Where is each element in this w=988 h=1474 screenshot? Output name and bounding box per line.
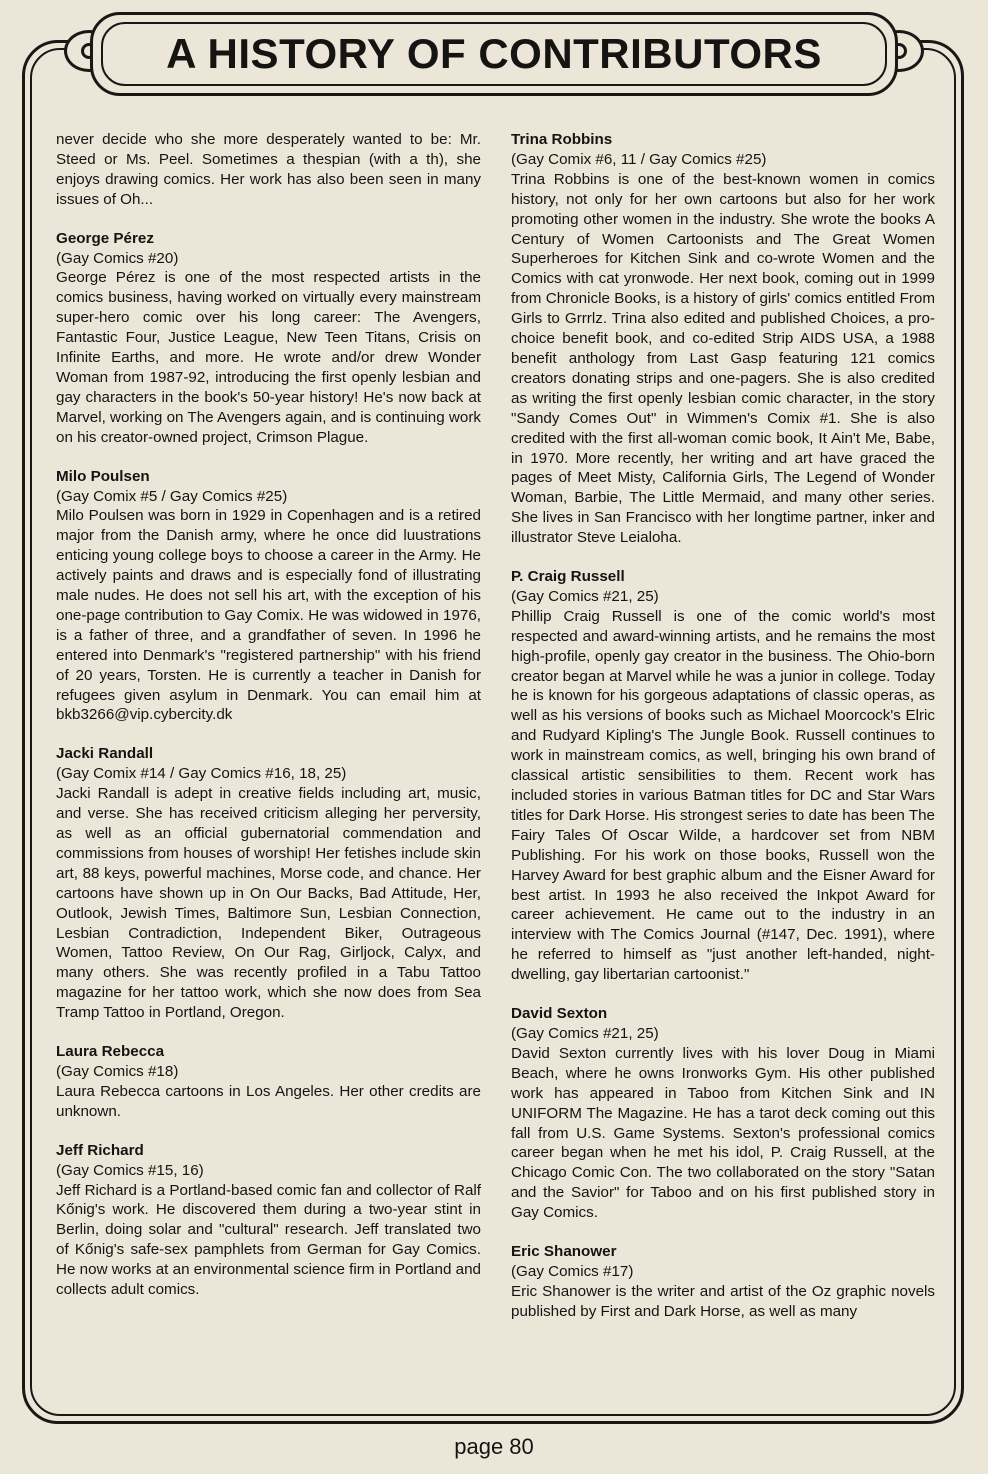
contributor-bio: Eric Shanower is the writer and artist of the Oz graphic novels published by First and Dark Horse, as well as many bbox=[511, 1282, 935, 1320]
contributor-bio: Trina Robbins is one of the best-known women in comics history, not only for her own cartoons but also for her work promoting other women in the industry. She wrote the books A Century of Women Cartoonists and The Great Women Superheroes for Kitchen Sink and co-wrote Women and the Comics with cat yronwode. Her next book, coming out in 1999 from Chronicle Books, is a history of girls' comics entitled From Girls to Grrrlz. Trina also edited and published Choices, a pro-choice benefit book, and co-edited Strip AIDS USA, a 1988 benefit anthology from Last Gasp featuring 121 comics creators donating strips and one-pagers. She is also credited as writing the first openly lesbian comic character, in the story "Sandy Comes Out" in Wimmen's Comix #1. She is also credited with the first all-woman comic book, It Ain't Me, Babe, in 1970. More recently, her writing and art have graced the pages of Meet Misty, California Girls, The Legend of Wonder Woman, Barbie, The Little Mermaid, and many other series. She lives in San Francisco with her longtime partner, inker and illustrator Steve Leialoha. bbox=[511, 170, 935, 547]
contributor-credits: (Gay Comics #21, 25) bbox=[511, 587, 659, 605]
contributor-entry bbox=[56, 1042, 481, 1122]
contributor-name: David Sexton bbox=[511, 1005, 608, 1023]
contributor-entry bbox=[511, 567, 935, 985]
contributor-entry bbox=[511, 1004, 935, 1223]
contributor-entry bbox=[56, 1141, 481, 1300]
contributor-name: Trina Robbins bbox=[511, 131, 613, 148]
contributor-entry bbox=[56, 467, 481, 726]
contributor-entry bbox=[511, 1242, 935, 1322]
contributor-name: Milo Poulsen bbox=[56, 467, 150, 485]
title-banner bbox=[90, 12, 898, 96]
right-column bbox=[511, 130, 935, 1341]
contributor-bio: George Pérez is one of the most respected artists in the comics business, having worked on virtually every mainstream super-hero comic over his long career: The Avengers, Fantastic Four, Justice League, New Teen Titans, Crisis on Infinite Earths, and more. He wrote and/or drew Wonder Woman from 1987-92, introducing the first openly lesbian and gay characters in the book's 50-year history! He's now back at Marvel, working on The Avengers again, and is continuing work on his creator-owned project, Crimson Plague. bbox=[56, 269, 481, 446]
page-title: A HISTORY OF CONTRIBUTORS bbox=[166, 30, 822, 77]
contributor-credits: (Gay Comics #21, 25) bbox=[511, 1024, 659, 1042]
contributor-credits: (Gay Comics #17) bbox=[511, 1262, 634, 1280]
contributor-entry bbox=[511, 130, 935, 548]
contributor-name: Jeff Richard bbox=[56, 1141, 144, 1159]
contributor-name: Eric Shanower bbox=[511, 1243, 617, 1261]
contributor-credits: (Gay Comix #6, 11 / Gay Comics #25) bbox=[511, 150, 767, 168]
page-number: page 80 bbox=[454, 1434, 534, 1459]
contributor-credits: (Gay Comix #5 / Gay Comics #25) bbox=[56, 487, 288, 505]
continued-bio-text: never decide who she more desperately wanted to be: Mr. Steed or Ms. Peel. Sometimes a thespian (with a th), she enjoys drawing comics. Her work has also been seen in many issues of Oh... bbox=[56, 131, 481, 208]
contributor-name: Jacki Randall bbox=[56, 745, 154, 763]
contributor-entry bbox=[56, 229, 481, 448]
contributor-entry bbox=[56, 744, 481, 1023]
contributor-credits: (Gay Comics #18) bbox=[56, 1062, 179, 1080]
contributor-name: Laura Rebecca bbox=[56, 1043, 165, 1061]
continued-bio bbox=[56, 130, 481, 210]
contributor-bio: Laura Rebecca cartoons in Los Angeles. Her other credits are unknown. bbox=[56, 1082, 481, 1120]
contributor-bio: Jeff Richard is a Portland-based comic fan and collector of Ralf Kőnig's work. He discovered them during a two-year stint in Berlin, doing solar and "cultural" research. Jeff translated two of Kőnig's safe-sex pamphlets from German for Gay Comics. He now works at an environmental science firm in Portland and collects adult comics. bbox=[56, 1181, 481, 1299]
contributor-bio: Jacki Randall is adept in creative fields including art, music, and verse. She has received criticism alleging her perversity, as well as an official gubernatorial commendation and commissions from houses of worship! Her fetishes include skin art, 88 keys, powerful machines, Morse code, and chance. Her cartoons have shown up in On Our Backs, Bad Attitude, Her, Outlook, Jewish Times, Baltimore Sun, Lesbian Connection, Lesbian Contradiction, Independent Biker, Outrageous Women, Tattoo Review, On Our Rag, Girljock, Calyx, and many others. She was recently profiled in a Tabu Tattoo magazine for her tattoo work, which she now does from Sea Tramp Tattoo in Portland, Oregon. bbox=[56, 785, 481, 1022]
contributor-name: P. Craig Russell bbox=[511, 568, 625, 586]
contributor-bio: Phillip Craig Russell is one of the comic world's most respected and award-winning artists, and he remains the most high-profile, openly gay creator in the business. The Ohio-born creator began at Marvel while he was a junior in college. Today he is known for his gorgeous adaptations of classic operas, as well as his versions of books such as Michael Moorcock's Elric and Rudyard Kipling's The Jungle Book. Russell continues to work in mainstream comics, as well, bringing his own brand of classical artistic sensibilities to them. Recent work has included stories in various Batman titles for DC and Star Wars titles for Dark Horse. His strongest series to date has been The Fairy Tales Of Oscar Wilde, a hardcover set from NBM Publishing. For his work on those books, Russell won the Harvey Award for best graphic album and the Eisner Award for best artist. In 1993 he also received the Inkpot Award for career achievement. He came out to the industry in an interview with The Comics Journal (#147, Dec. 1991), where he referred to himself as "just another left-handed, night-dwelling, gay libertarian cartoonist." bbox=[511, 607, 935, 984]
contributor-credits: (Gay Comix #14 / Gay Comics #16, 18, 25) bbox=[56, 765, 347, 783]
contributor-credits: (Gay Comics #20) bbox=[56, 249, 179, 267]
contributor-bio: Milo Poulsen was born in 1929 in Copenhagen and is a retired major from the Danish army, where he once did luustrations enticing young college boys to choose a career in the Army. He actively paints and draws and is especially fond of illustrating male nudes. He does not sell his art, with the exception of his one-page contribution to Gay Comix. He was widowed in 1976, is a father of three, and a grandfather of seven. In 1996 he entered into Denmark's "registered partnership" with his friend of 20 years, Torsten. He is currently a teacher in Danish for refugees given asylum in Denmark. You can email him at bkb3266@vip.cybercity.dk bbox=[56, 507, 481, 724]
contributor-name: George Pérez bbox=[56, 229, 154, 247]
contributor-credits: (Gay Comics #15, 16) bbox=[56, 1161, 204, 1179]
left-column bbox=[56, 130, 481, 1319]
contributor-bio: David Sexton currently lives with his lover Doug in Miami Beach, where he owns Ironworks Gym. His other published work has appeared in Taboo from Kitchen Sink and IN UNIFORM The Magazine. He has a tarot deck coming out this fall from U.S. Game Systems. Sexton's professional comics career began when he met his idol, P. Craig Russell, at the Chicago Comic Con. The two collaborated on the story "Satan and the Savior" for Taboo and on his first published story in Gay Comics. bbox=[511, 1044, 935, 1222]
